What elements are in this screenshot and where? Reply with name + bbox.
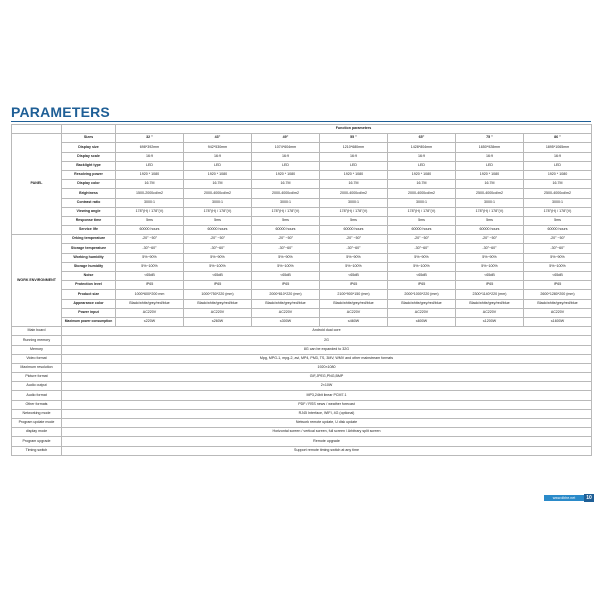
spec-value: 3000:1 — [320, 198, 388, 207]
common-spec-row — [12, 354, 592, 363]
spec-row — [12, 262, 592, 271]
footer-url: www.dbhe.net — [544, 495, 584, 501]
common-spec-value: Support remote timing switch at any time — [62, 446, 592, 455]
size-cell: 65" — [388, 134, 456, 143]
spec-value: AC220V — [252, 308, 320, 317]
common-spec-row — [12, 400, 592, 409]
spec-value: 5ms — [184, 216, 252, 225]
spec-value: 3000:1 — [388, 198, 456, 207]
work-environment-group-label: WORK ENVIRONMENT — [12, 235, 62, 327]
spec-value: 16:9 — [184, 152, 252, 161]
spec-value: -20° ~50° — [252, 235, 320, 244]
spec-value: 5%~90% — [524, 253, 592, 262]
spec-value: IP65 — [252, 281, 320, 290]
spec-value: <65dB — [252, 272, 320, 281]
spec-value: 16:9 — [388, 152, 456, 161]
spec-value: 16.7M — [116, 180, 184, 189]
spec-value: -30°~60° — [184, 244, 252, 253]
spec-label: Viewing angle — [62, 207, 116, 216]
spec-value: 5ms — [388, 216, 456, 225]
spec-label: Brightness — [62, 189, 116, 198]
spec-label: Display scale — [62, 152, 116, 161]
common-spec-label: Program upgrade — [12, 437, 62, 446]
spec-row — [12, 244, 592, 253]
spec-value: 178°(H) / 178°(V) — [116, 207, 184, 216]
spec-value: -20° ~50° — [524, 235, 592, 244]
spec-value: 2000-4000cd/m2 — [388, 189, 456, 198]
spec-label: Working humidity — [62, 253, 116, 262]
spec-value: <65dB — [184, 272, 252, 281]
spec-value: 60000 hours — [456, 226, 524, 235]
spec-value: IP65 — [320, 281, 388, 290]
common-spec-label: Video format — [12, 354, 62, 363]
size-cell: 32 " — [116, 134, 184, 143]
spec-value: 1920 * 1080 — [184, 170, 252, 179]
spec-value: 3000:1 — [456, 198, 524, 207]
common-spec-row — [12, 382, 592, 391]
spec-value: 942*530mm — [184, 143, 252, 152]
common-spec-value: GIF,JPEG,PNG,BMP — [62, 373, 592, 382]
spec-value: 5%~100% — [524, 262, 592, 271]
size-cell: 43" — [184, 134, 252, 143]
spec-row — [12, 290, 592, 299]
spec-value: -30°~60° — [320, 244, 388, 253]
spec-row — [12, 317, 592, 326]
spec-value: 5ms — [456, 216, 524, 225]
spec-row — [12, 235, 592, 244]
function-header: Function parameters — [116, 125, 592, 134]
spec-value: 178°(H) / 178°(V) — [252, 207, 320, 216]
spec-value: ≤1200W — [456, 317, 524, 326]
spec-value: 178°(H) / 178°(V) — [184, 207, 252, 216]
spec-label: Protection level — [62, 281, 116, 290]
spec-value: 16:9 — [116, 152, 184, 161]
spec-value: <65dB — [116, 272, 184, 281]
common-spec-row — [12, 373, 592, 382]
spec-row — [12, 216, 592, 225]
spec-value: 1210*680mm — [320, 143, 388, 152]
spec-value: Black/white/grey/red/blue — [116, 299, 184, 308]
common-spec-label: display mode — [12, 428, 62, 437]
spec-value: ≤1600W — [524, 317, 592, 326]
spec-row — [12, 161, 592, 170]
spec-value: 2000-4000cd/m2 — [320, 189, 388, 198]
spec-label: Service life — [62, 226, 116, 235]
spec-value: 2000*810*220 (mm) — [252, 290, 320, 299]
spec-row — [12, 180, 592, 189]
spec-row — [12, 299, 592, 308]
spec-value: AC220V — [524, 308, 592, 317]
common-spec-value: Mpg, MPG-1, mpg-2, avi, MP4, PM3, TS, 3MV, WMV and other mainstream formats — [62, 354, 592, 363]
spec-value: 1920 * 1080 — [116, 170, 184, 179]
spec-value: 60000 hours — [184, 226, 252, 235]
spec-value: 2600*1280*200 (mm) — [524, 290, 592, 299]
size-cell: 55 " — [320, 134, 388, 143]
panel-group-label: PANEL — [12, 134, 62, 235]
spec-value: 16:9 — [252, 152, 320, 161]
spec-value: 5%~90% — [456, 253, 524, 262]
common-spec-row — [12, 327, 592, 336]
spec-value: 3000:1 — [524, 198, 592, 207]
common-spec-row — [12, 391, 592, 400]
common-spec-value: 1920×1080 — [62, 363, 592, 372]
spec-label: Display color — [62, 180, 116, 189]
spec-value: 16.7M — [320, 180, 388, 189]
spec-value: IP65 — [184, 281, 252, 290]
spec-value: -30°~60° — [388, 244, 456, 253]
common-spec-row — [12, 419, 592, 428]
header-spacer — [12, 125, 62, 134]
spec-value: AC220V — [184, 308, 252, 317]
spec-value: 16.7M — [524, 180, 592, 189]
spec-value: 60000 hours — [388, 226, 456, 235]
header-spacer — [62, 125, 116, 134]
spec-value: 16.7M — [252, 180, 320, 189]
spec-label: Backlight type — [62, 161, 116, 170]
spec-value: 16:9 — [456, 152, 524, 161]
spec-label: Contrast ratio — [62, 198, 116, 207]
spec-value: 16.7M — [184, 180, 252, 189]
spec-value: 16.7M — [388, 180, 456, 189]
spec-value: 1920 * 1080 — [388, 170, 456, 179]
spec-value: 60000 hours — [524, 226, 592, 235]
spec-row — [12, 253, 592, 262]
common-spec-label: Timing switch — [12, 446, 62, 455]
spec-value: 5%~100% — [184, 262, 252, 271]
spec-value: IP65 — [116, 281, 184, 290]
spec-value: 1000*600*200 mm — [116, 290, 184, 299]
spec-value: 2500-4000cd/m2 — [524, 189, 592, 198]
common-spec-row — [12, 428, 592, 437]
spec-value: LED — [388, 161, 456, 170]
spec-value: 1920 * 1080 — [252, 170, 320, 179]
spec-value: 5%~90% — [320, 253, 388, 262]
spec-row — [12, 272, 592, 281]
spec-value: ≤600W — [388, 317, 456, 326]
spec-label: Orking temperature — [62, 235, 116, 244]
spec-value: <65dB — [388, 272, 456, 281]
common-spec-label: Program update mode — [12, 419, 62, 428]
common-spec-row — [12, 409, 592, 418]
common-spec-value: Network remote update, U disk update — [62, 419, 592, 428]
spec-value: <65dB — [456, 272, 524, 281]
common-spec-label: Maximum resolution — [12, 363, 62, 372]
spec-value: 5%~90% — [252, 253, 320, 262]
spec-value: -20° ~50° — [388, 235, 456, 244]
parameters-table — [11, 124, 592, 456]
spec-value: 1920 * 1080 — [456, 170, 524, 179]
spec-row — [12, 281, 592, 290]
spec-value: 2500-4000cd/m2 — [456, 189, 524, 198]
spec-row — [12, 189, 592, 198]
spec-value: 60000 hours — [116, 226, 184, 235]
spec-value: 5%~90% — [184, 253, 252, 262]
spec-value: 2000*1000*220 (mm) — [388, 290, 456, 299]
spec-value: -20° ~50° — [116, 235, 184, 244]
spec-value: 5%~100% — [456, 262, 524, 271]
common-spec-label: Other formats — [12, 400, 62, 409]
spec-value: AC220V — [116, 308, 184, 317]
spec-value: 3000:1 — [252, 198, 320, 207]
spec-value: 5ms — [252, 216, 320, 225]
spec-value: 178°(H) / 178°(V) — [456, 207, 524, 216]
common-spec-value: 2G — [62, 336, 592, 345]
page-title: PARAMETERS — [11, 104, 110, 120]
spec-value: 16:9 — [320, 152, 388, 161]
spec-value: 5ms — [524, 216, 592, 225]
common-spec-label: Networking mode — [12, 409, 62, 418]
spec-label: Storage temperature — [62, 244, 116, 253]
spec-value: <65dB — [320, 272, 388, 281]
spec-value: 5ms — [116, 216, 184, 225]
spec-value: -30°~60° — [524, 244, 592, 253]
spec-value: LED — [320, 161, 388, 170]
spec-value: 1074*604mm — [252, 143, 320, 152]
spec-value: IP65 — [524, 281, 592, 290]
common-spec-value: 2×10W — [62, 382, 592, 391]
spec-label: Display size — [62, 143, 116, 152]
common-spec-value: PDF / RSS news / weather forecast — [62, 400, 592, 409]
spec-label: Response time — [62, 216, 116, 225]
spec-value: LED — [456, 161, 524, 170]
spec-value: -20° ~50° — [320, 235, 388, 244]
spec-value: IP65 — [456, 281, 524, 290]
spec-value: -30°~60° — [456, 244, 524, 253]
spec-value: -20° ~50° — [456, 235, 524, 244]
spec-value: ≤260W — [184, 317, 252, 326]
sizes-label: Sizes — [62, 134, 116, 143]
spec-value: 5%~100% — [252, 262, 320, 271]
spec-value: Black/white/grey/red/blue — [524, 299, 592, 308]
spec-value: 1650*928mm — [456, 143, 524, 152]
common-spec-row — [12, 336, 592, 345]
spec-value: 2000-4000cd/m2 — [184, 189, 252, 198]
common-spec-label: Audio output — [12, 382, 62, 391]
spec-value: 5%~100% — [388, 262, 456, 271]
spec-row — [12, 170, 592, 179]
spec-value: Black/white/grey/red/blue — [456, 299, 524, 308]
common-spec-value: 8G can be expanded to 32G — [62, 345, 592, 354]
spec-value: LED — [524, 161, 592, 170]
spec-value: 5%~90% — [388, 253, 456, 262]
spec-value: -30°~60° — [252, 244, 320, 253]
spec-value: -30°~60° — [116, 244, 184, 253]
spec-label: Storage humidity — [62, 262, 116, 271]
spec-value: Black/white/grey/red/blue — [388, 299, 456, 308]
spec-value: LED — [116, 161, 184, 170]
spec-value: 178°(H) / 178°(V) — [320, 207, 388, 216]
spec-value: 2000-4000cd/m2 — [252, 189, 320, 198]
common-spec-label: Audio format — [12, 391, 62, 400]
page-number: 10 — [584, 494, 594, 502]
common-spec-row — [12, 446, 592, 455]
spec-value: 178°(H) / 178°(V) — [388, 207, 456, 216]
spec-label: Power input — [62, 308, 116, 317]
sizes-row — [12, 134, 592, 143]
spec-value: 5%~100% — [116, 262, 184, 271]
spec-value: Black/white/grey/red/blue — [184, 299, 252, 308]
spec-value: 1920 * 1080 — [320, 170, 388, 179]
spec-value: 698*392mm — [116, 143, 184, 152]
common-spec-row — [12, 345, 592, 354]
spec-value: AC220V — [388, 308, 456, 317]
spec-value: 2100*900*150 (mm) — [320, 290, 388, 299]
common-spec-value: Horizontal screen / vertical screen, full screen / Arbitrary split screen — [62, 428, 592, 437]
spec-value: 5%~100% — [320, 262, 388, 271]
spec-value: ≤300W — [252, 317, 320, 326]
common-spec-row — [12, 437, 592, 446]
common-spec-label: Running memory — [12, 336, 62, 345]
common-spec-label: Memory — [12, 345, 62, 354]
common-spec-row — [12, 363, 592, 372]
table-body — [12, 125, 592, 456]
spec-value: 178°(H) / 178°(V) — [524, 207, 592, 216]
size-cell: 49" — [252, 134, 320, 143]
spec-label: Noise — [62, 272, 116, 281]
spec-row — [12, 198, 592, 207]
common-spec-label: Picture format — [12, 373, 62, 382]
spec-value: 1895*1065mm — [524, 143, 592, 152]
spec-value: 16:9 — [524, 152, 592, 161]
spec-row — [12, 143, 592, 152]
spec-value: 5%~90% — [116, 253, 184, 262]
spec-value: Black/white/grey/red/blue — [252, 299, 320, 308]
spec-value: 3000:1 — [184, 198, 252, 207]
spec-value: ≤220W — [116, 317, 184, 326]
spec-value: 16.7M — [456, 180, 524, 189]
spec-label: Product size — [62, 290, 116, 299]
spec-value: 1428*804mm — [388, 143, 456, 152]
spec-value: 3000:1 — [116, 198, 184, 207]
spec-value: 60000 hours — [252, 226, 320, 235]
spec-label: Resolving power — [62, 170, 116, 179]
spec-value: LED — [252, 161, 320, 170]
spec-value: IP65 — [388, 281, 456, 290]
function-header-row — [12, 125, 592, 134]
spec-value: 1920 * 1080 — [524, 170, 592, 179]
spec-value: 2300*1140*220 (mm) — [456, 290, 524, 299]
spec-value: AC220V — [320, 308, 388, 317]
spec-value: Black/white/grey/red/blue — [320, 299, 388, 308]
size-cell: 86 " — [524, 134, 592, 143]
spec-value: 1000*750*220 (mm) — [184, 290, 252, 299]
common-spec-value: MP3,24bit linear PCM7.1 — [62, 391, 592, 400]
common-spec-value: Remote upgrade — [62, 437, 592, 446]
spec-row — [12, 226, 592, 235]
common-spec-label: Main board — [12, 327, 62, 336]
spec-label: Maximum power consumption — [62, 317, 116, 326]
spec-row — [12, 308, 592, 317]
spec-value: LED — [184, 161, 252, 170]
spec-value: 5ms — [320, 216, 388, 225]
common-spec-value: Android dual core — [62, 327, 592, 336]
spec-value: AC220V — [456, 308, 524, 317]
spec-row — [12, 207, 592, 216]
size-cell: 75 " — [456, 134, 524, 143]
spec-value: 1500-2000cd/m2 — [116, 189, 184, 198]
spec-value: 60000 hours — [320, 226, 388, 235]
spec-value: ≤460W — [320, 317, 388, 326]
spec-label: Appearance color — [62, 299, 116, 308]
spec-row — [12, 152, 592, 161]
spec-value: <65dB — [524, 272, 592, 281]
common-spec-value: RJ45 Interface, WIFI, 4G (optional) — [62, 409, 592, 418]
spec-value: -20° ~50° — [184, 235, 252, 244]
title-divider — [11, 121, 591, 122]
